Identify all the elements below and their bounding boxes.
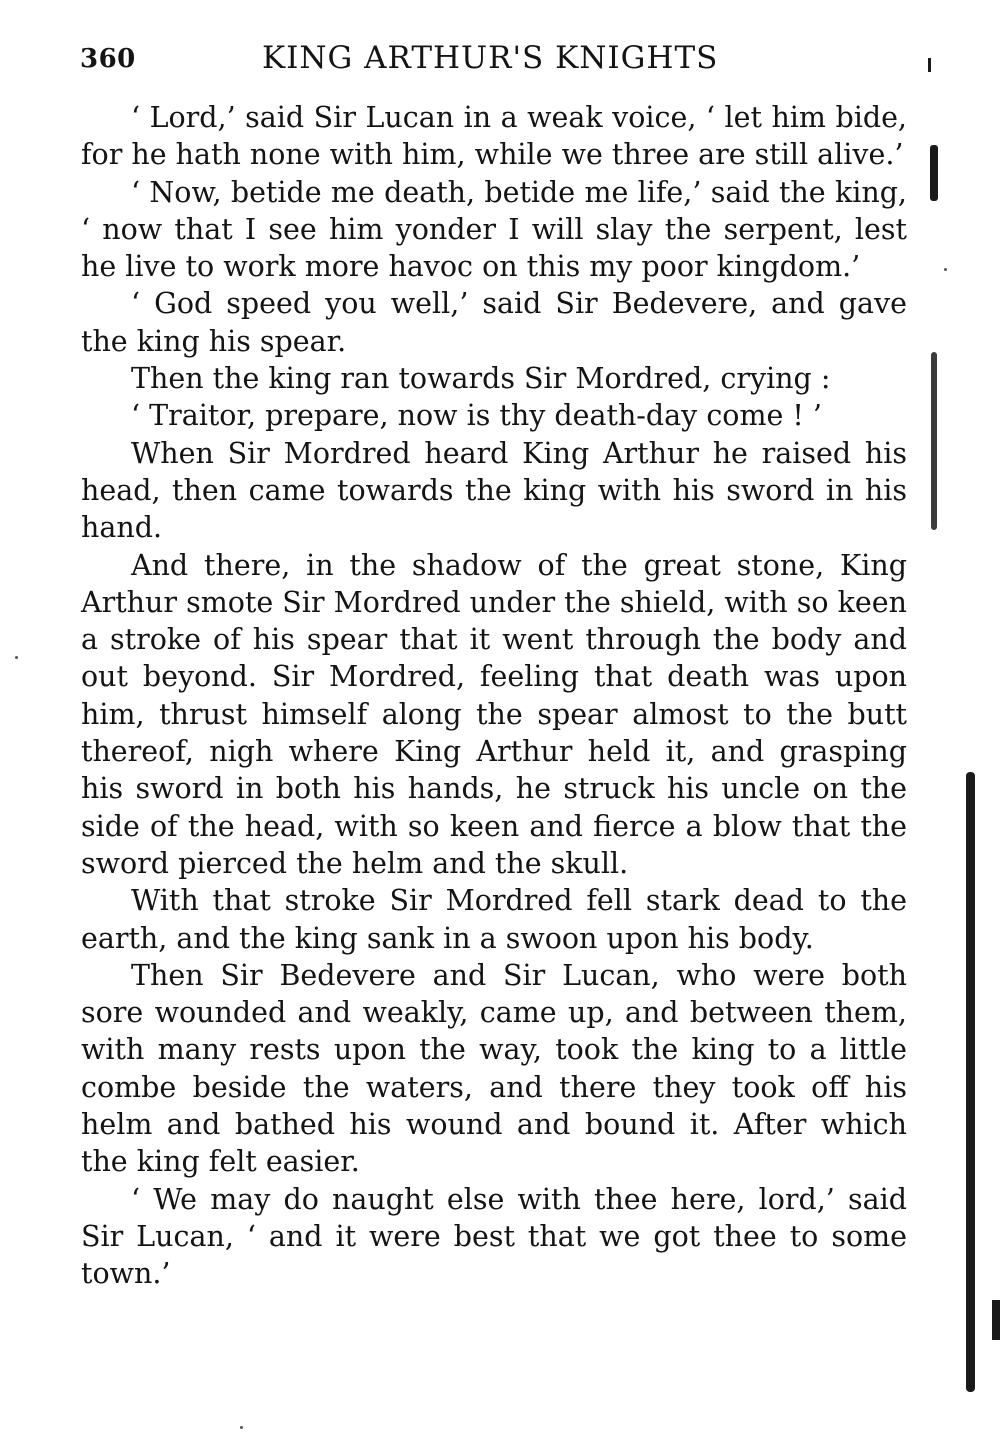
paragraph: ‘ We may do naught else with thee here, lord,’ said Sir Lucan, ‘ and it were best that we got thee to some town.’: [81, 1182, 907, 1291]
body-text: [81, 99, 907, 1293]
scan-edge-mark: [931, 352, 937, 530]
page-header: [80, 40, 910, 84]
paragraph: ‘ God speed you well,’ said Sir Bedevere, and gave the king his spear.: [81, 287, 907, 358]
scan-edge-mark: [966, 772, 975, 1392]
paragraph: ‘ Lord,’ said Sir Lucan in a weak voice, ‘ let him bide, for he hath none with him, while we three are still alive.’: [81, 101, 907, 172]
paragraph: Then the king ran towards Sir Mordred, crying :: [131, 362, 831, 396]
paragraph: ‘ Now, betide me death, betide me life,’ said the king, ‘ now that I see him yonder I will slay the serpent, lest he live to work more havoc on this my poor kingdom.’: [81, 175, 907, 284]
page-number: 360: [80, 44, 136, 74]
paragraph: ‘ Traitor, prepare, now is thy death-day come ! ’: [131, 399, 822, 433]
paragraph: With that stroke Sir Mordred fell stark dead to the earth, and the king sank in a swoon upon his body.: [81, 884, 907, 955]
scan-speck: [15, 656, 18, 659]
scan-speck: [240, 1426, 243, 1429]
paragraph: Then Sir Bedevere and Sir Lucan, who were both sore wounded and weakly, came up, and between them, with many rests upon the way, took the king to a little combe beside the waters, and there they took off his helm and bathed his wound and bound it. After which the king felt easier.: [81, 958, 907, 1179]
scan-edge-mark: [928, 58, 931, 72]
paragraph: And there, in the shadow of the great stone, King Arthur smote Sir Mordred under the shield, with so keen a stroke of his spear that it went through the body and out beyond. Sir Mordred, feeling that death was upon him, thrust himself along the spear almost to the butt thereof, nigh where King Arthur held it, and grasping his sword in both his hands, he struck his uncle on the side of the head, with so keen and fierce a blow that the sword pierced the helm and the skull.: [81, 548, 907, 880]
paragraph: When Sir Mordred heard King Arthur he raised his head, then came towards the king with his sword in his hand.: [81, 436, 907, 545]
scan-edge-mark: [930, 145, 938, 201]
scan-speck: [944, 268, 947, 271]
running-title: KING ARTHUR'S KNIGHTS: [262, 40, 719, 76]
scan-edge-mark: [992, 1300, 1000, 1340]
